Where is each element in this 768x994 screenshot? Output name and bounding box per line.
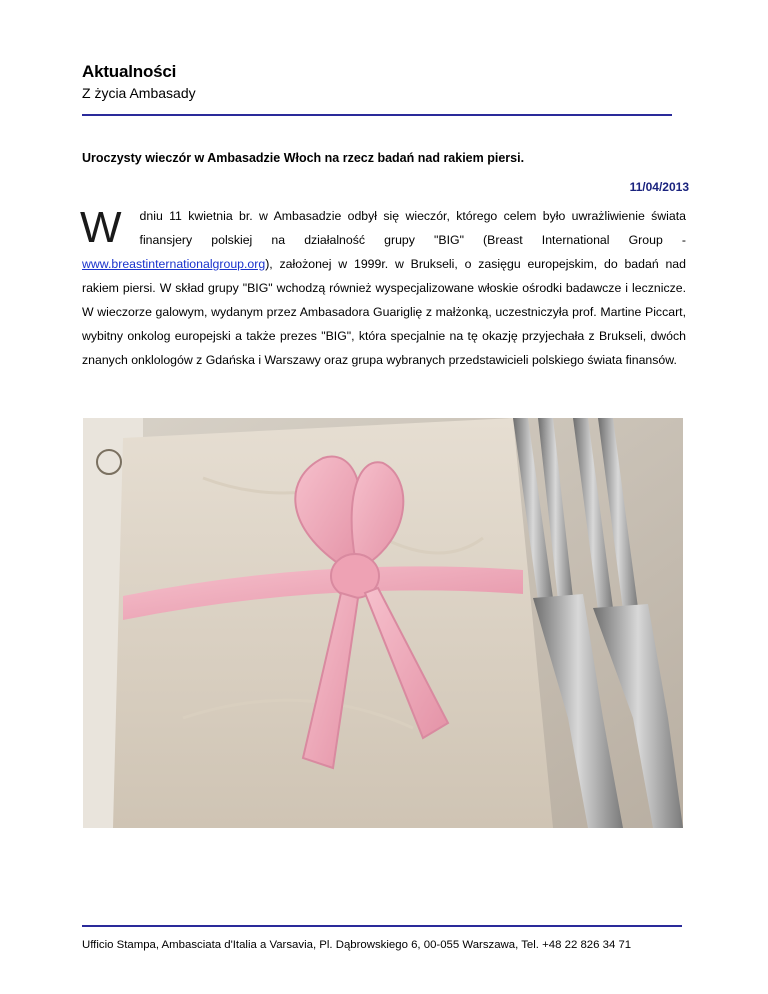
article-date: 11/04/2013 — [629, 180, 689, 194]
article-text-part1: dniu 11 kwietnia br. w Ambasadzie odbył się wieczór, którego celem było uwrażliwienie świata finansjery polskiej na działalność grupy "BIG" (Breast International Group - — [139, 209, 686, 247]
header-title: Aktualności — [82, 62, 177, 81]
article-text-part2: ), założonej w 1999r. w Brukseli, o zasięgu europejskim, do badań nad rakiem piersi. W skład grupy "BIG" wchodzą również wyspecjalizowane włoskie ośrodki badawcze i lecznicze. W wieczorze galowym, wydanym przez Ambasadora Guariglię z małżonką, uczestniczyła prof. Martine Piccart, wybitny onkolog europejski a także prezes "BIG", która specjalnie na tę okazję przyjechała z Brukseli, dwóch znanych onklologów z Gdańska i Warszawy oraz grupa wybranych przedstawicieli polskiego świata finansów. — [82, 257, 686, 367]
article-title: Uroczysty wieczór w Ambasadzie Włoch na rzecz badań nad rakiem piersi. — [82, 151, 525, 165]
big-website-link[interactable]: www.breastinternationalgroup.org — [82, 257, 266, 271]
header-subtitle: Z życia Ambasady — [82, 85, 196, 101]
footer-address: Ufficio Stampa, Ambasciata d'Italia a Varsavia, Pl. Dąbrowskiego 6, 00-055 Warszawa, Tel. +48 22 826 34 71 — [82, 939, 632, 951]
article-body — [82, 204, 686, 372]
dropcap-letter: W — [80, 203, 122, 252]
header-divider — [82, 114, 672, 116]
ribbon-napkin-photo — [83, 418, 683, 828]
article-photo — [83, 418, 683, 828]
footer-divider — [82, 925, 682, 927]
